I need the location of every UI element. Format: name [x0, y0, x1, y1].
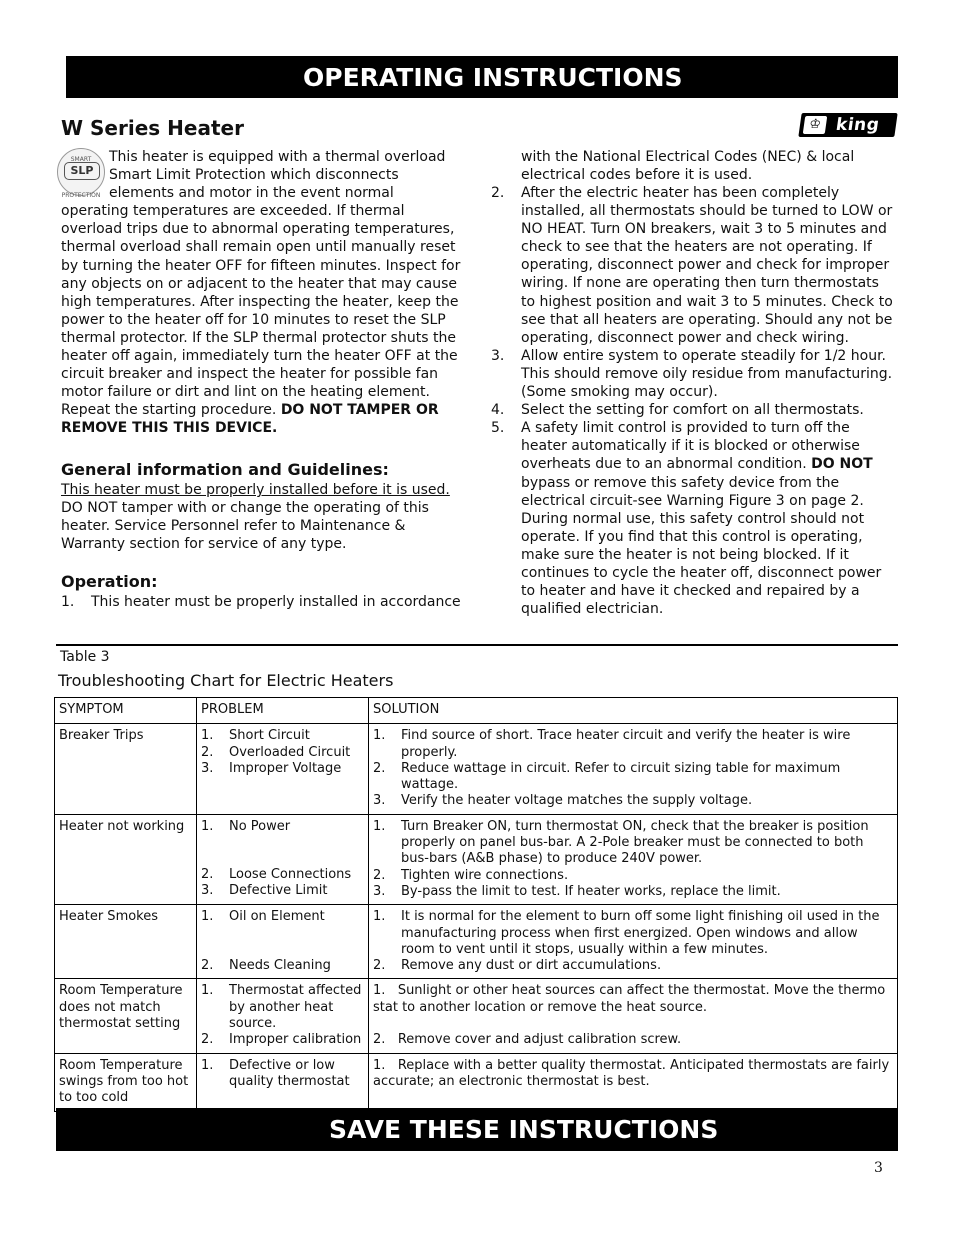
operating-instructions-banner	[66, 56, 898, 98]
slp-description	[61, 148, 463, 438]
table-row	[55, 905, 898, 979]
section-title: W Series Heater	[61, 116, 244, 140]
troubleshooting-table	[54, 697, 898, 1112]
king-logo-text: king	[834, 115, 881, 135]
general-heading: General information and Guidelines:	[61, 460, 389, 479]
problem-cell: 1. Thermostat affected by another heat source. 2. Improper calibration	[197, 979, 369, 1053]
problem-cell: 1. Short Circuit 2. Overloaded Circuit 3. Improper Voltage	[197, 724, 369, 814]
header-solution: SOLUTION	[369, 698, 898, 724]
symptom-cell: Room Temperature swings from too hot to too cold	[55, 1053, 197, 1111]
crown-icon: ♔	[803, 116, 828, 134]
install-notice: This heater must be properly installed before it is used.	[61, 482, 450, 498]
solution-cell: 1. Find source of short. Trace heater circuit and verify the heater is wire properly. 2. Reduce wattage in circuit. Refer to circuit sizing table for maximum wattage. 3. Verify the heater voltage matches the supply voltage.	[369, 724, 898, 814]
problem-cell: 1. Oil on Element 2. Needs Cleaning	[197, 905, 369, 979]
operation-step-3: 3. Allow entire system to operate steadily for 1/2 hour. This should remove oily residue from manufacturing. (Some smoking may occur).	[491, 347, 893, 401]
table-header-row	[55, 698, 898, 724]
header-symptom: SYMPTOM	[55, 698, 197, 724]
solution-cell: 1. Sunlight or other heat sources can affect the thermostat. Move the thermo stat to another location or remove the heat source. 2. Remove cover and adjust calibration screw.	[369, 979, 898, 1053]
solution-cell: 1. Replace with a better quality thermostat. Anticipated thermostats are fairly accurate; an electronic thermostat is best.	[369, 1053, 898, 1111]
operation-steps-left	[61, 593, 471, 611]
symptom-cell: Heater Smokes	[55, 905, 197, 979]
problem-cell: 1. Defective or low quality thermostat	[197, 1053, 369, 1111]
slp-warning: DO NOT TAMPER OR REMOVE THIS THIS DEVICE.	[61, 402, 439, 437]
slp-logo: SMART SLP PROTECTION	[57, 148, 105, 196]
general-body: DO NOT tamper with or change the operating of this heater. Service Personnel refer to Maintenance & Warranty section for service of any type.	[61, 500, 429, 553]
table-row	[55, 724, 898, 814]
operation-step-1: 1. This heater must be properly installed in accordance	[61, 594, 461, 610]
solution-cell: 1. Turn Breaker ON, turn thermostat ON, check that the breaker is position properly on panel bus-bar. A 2-Pole breaker must be connected to both bus-bars (A&B phase) to produce 240V power. 2. Tighten wire connections. 3. By-pass the limit to test. If heater works, replace the limit.	[369, 814, 898, 904]
symptom-cell: Heater not working	[55, 814, 197, 904]
slp-paragraph: This heater is equipped with a thermal overload Smart Limit Protection which disconnects elements and motor in the event normal operating temperatures are exceeded. If thermal overload trips due to abnormal operating temperatures, thermal overload shall remain open until manually reset by turning the heater OFF for fifteen minutes. Inspect for any objects on or adjacent to the heater that may cause high temperatures. After inspecting the heater, keep the power to the heater off for 10 minutes to reset the SLP thermal protector. If the SLP thermal protector shuts the heater off again, immediately turn the heater OFF at the circuit breaker and inspect the heater for possible fan motor failure or dirt and lint on the heating element. Repeat the starting procedure.	[61, 149, 461, 419]
operation-steps-right	[491, 184, 893, 618]
symptom-cell: Breaker Trips	[55, 724, 197, 814]
solution-cell: 1. It is normal for the element to burn off some light finishing oil used in the manufacturing process when first energized. Open windows and allow room to vent until it stops, usually within a few minutes. 2. Remove any dust or dirt accumulations.	[369, 905, 898, 979]
operation-step-1-continued: with the National Electrical Codes (NEC) & local electrical codes before it is used.	[521, 149, 855, 184]
table-row	[55, 1053, 898, 1111]
symptom-cell: Room Temperature does not match thermostat setting	[55, 979, 197, 1053]
operation-heading: Operation:	[61, 572, 158, 591]
banner-title: OPERATING INSTRUCTIONS	[303, 62, 683, 92]
page-number: 3	[874, 1160, 883, 1176]
operation-step-2: 2. After the electric heater has been completely installed, all thermostats should be turned to LOW or NO HEAT. Turn ON breakers, wait 3 to 5 minutes and check to see that the heaters are not operating. If operating, disconnect power and check for improper wiring. If none are operating then turn thermostats to highest position and wait 3 to 5 minutes. Check to see that all heaters are operating. Should any not be operating, disconnect power and check wiring.	[491, 185, 893, 346]
table-caption: Table 3	[60, 649, 110, 665]
general-text	[61, 481, 461, 553]
operation-step-5: 5. A safety limit control is provided to turn off the heater automatically if it is blocked or otherwise overheats due to an abnormal condition. DO NOT bypass or remove this safety device from the electrical circuit-see Warning Figure 3 on page 2. During normal use, this safety control should not operate. If you find that this control is operating, make sure the heater is not being blocked. If it continues to cycle the heater off, disconnect power to heater and have it checked and repaired by a qualified electrician.	[491, 420, 882, 618]
problem-cell: 1. No Power 2. Loose Connections 3. Defective Limit	[197, 814, 369, 904]
table-row	[55, 979, 898, 1053]
table-title: Troubleshooting Chart for Electric Heaters	[58, 671, 394, 690]
table-row	[55, 814, 898, 904]
operation-step-4: 4. Select the setting for comfort on all thermostats.	[491, 402, 864, 419]
footer-banner-text: SAVE THESE INSTRUCTIONS	[329, 1115, 719, 1144]
header-problem: PROBLEM	[197, 698, 369, 724]
section-divider	[56, 644, 898, 646]
king-logo	[798, 113, 897, 137]
save-instructions-banner	[56, 1108, 898, 1151]
